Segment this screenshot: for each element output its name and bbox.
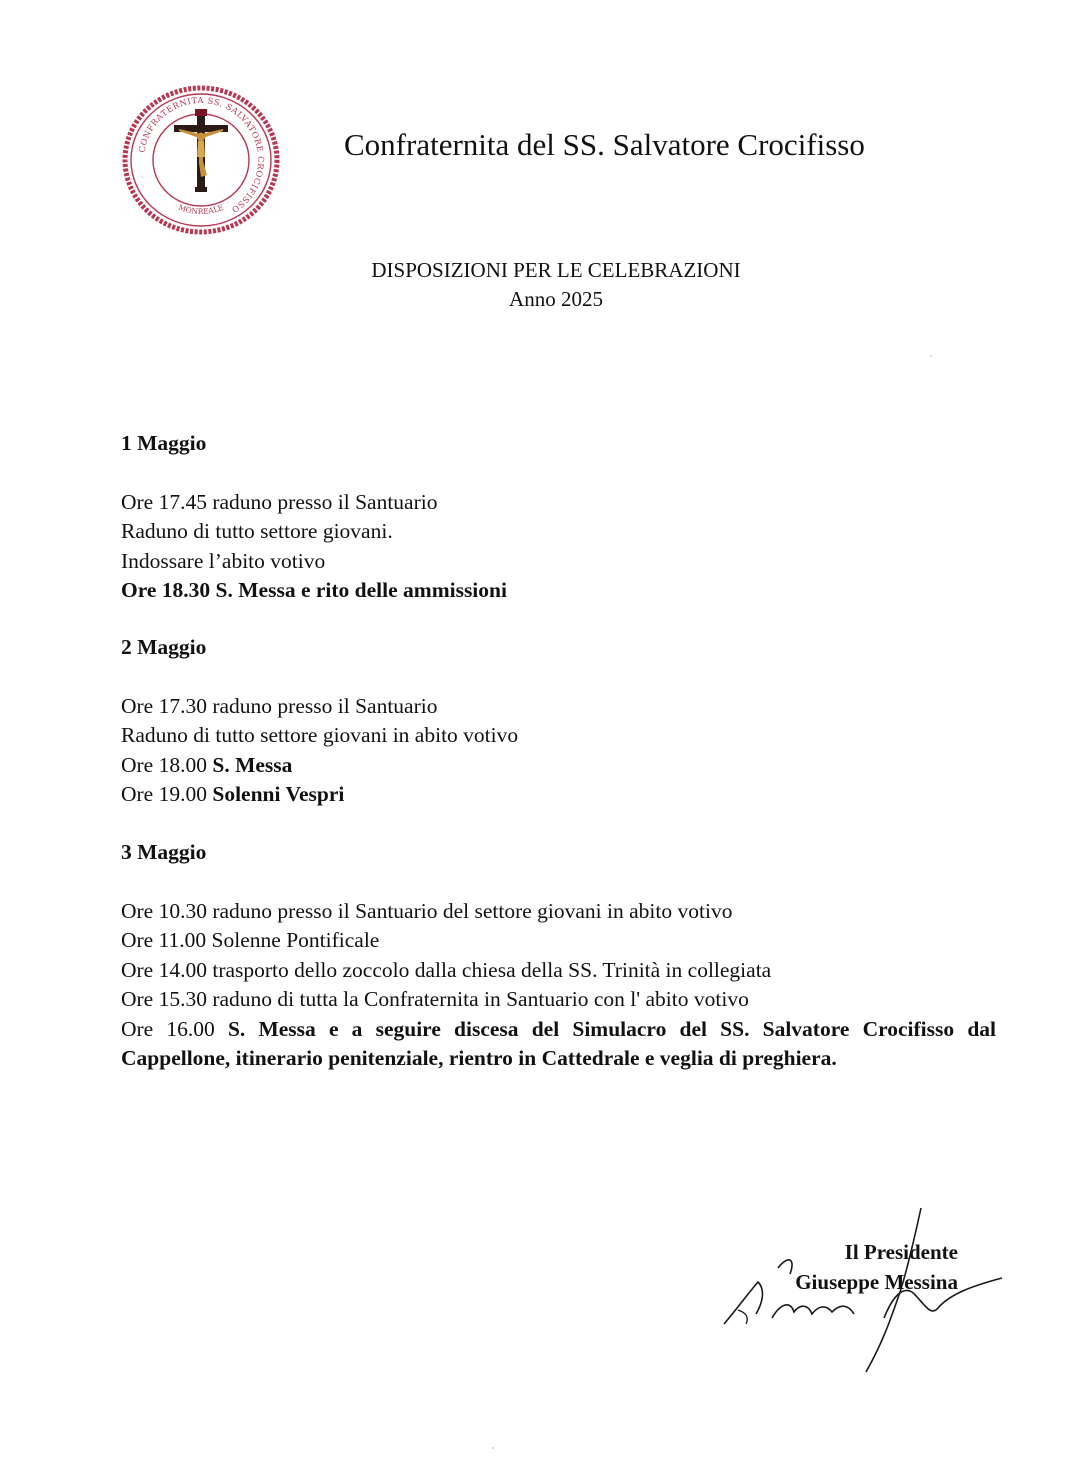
schedule-line: Indossare l’abito votivo [121,548,326,573]
schedule-line-procession [121,1015,996,1074]
scan-speck [930,355,932,357]
day-heading: 2 Maggio [121,635,207,659]
organization-name: Confraternita del SS. Salvatore Crocifisso [344,127,865,162]
schedule-line: Ore 17.45 raduno presso il Santuario [121,489,438,514]
seal-ring-text: CONFRATERNITA SS. SALVATORE CROCIFISSO [136,94,267,216]
schedule-event: Solenni Vespri [212,782,345,806]
schedule-time: Ore 19.00 [121,782,213,806]
signature-block [716,1238,1016,1378]
schedule-event: S. Messa e a seguire discesa del Simulacro del SS. Salvatore Crocifisso dal Cappellone, itinerario penitenziale, rientro in Cattedrale e veglia di preghiera. [121,1016,996,1070]
schedule-line [121,780,996,810]
day-heading: 3 Maggio [121,840,207,864]
confraternity-seal [121,85,281,235]
schedule-line-highlight: Ore 18.30 S. Messa e rito delle ammissioni [121,578,507,602]
schedule-line: Raduno di tutto settore giovani. [121,519,393,543]
day-heading: 1 Maggio [121,431,207,455]
day-section-2-maggio [121,633,996,810]
schedule-line [121,751,996,781]
scan-speck [492,1447,494,1449]
schedule-line: Ore 11.00 Solenne Pontificale [121,928,380,952]
day-section-1-maggio [121,429,996,606]
signature-role: Il Presidente [844,1240,958,1264]
schedule-event: S. Messa [212,752,293,777]
schedule-line: Ore 17.30 raduno presso il Santuario [121,693,438,718]
svg-text:MONREALE [177,203,225,216]
signature-name: Giuseppe Messina [795,1270,958,1294]
schedule-time: Ore 18.00 [121,752,213,777]
document-title-line: DISPOSIZIONI PER LE CELEBRAZIONI [371,258,741,282]
day-section-3-maggio [121,838,996,1074]
schedule-line: Ore 15.30 raduno di tutta la Confraternita in Santuario con l' abito votivo [121,987,749,1011]
schedule-line: Ore 14.00 trasporto dello zoccolo dalla chiesa della SS. Trinità in collegiata [121,957,772,982]
seal-bottom-text: MONREALE [177,202,225,217]
crucifix-icon [174,109,228,192]
document-title [0,256,1080,314]
document-year: Anno 2025 [509,287,603,311]
schedule-line: Raduno di tutto settore giovani in abito votivo [121,723,519,747]
schedule-line: Ore 10.30 raduno presso il Santuario del settore giovani in abito votivo [121,898,733,923]
handwritten-signature [716,1200,1016,1380]
schedule-time: Ore 16.00 [121,1016,228,1041]
